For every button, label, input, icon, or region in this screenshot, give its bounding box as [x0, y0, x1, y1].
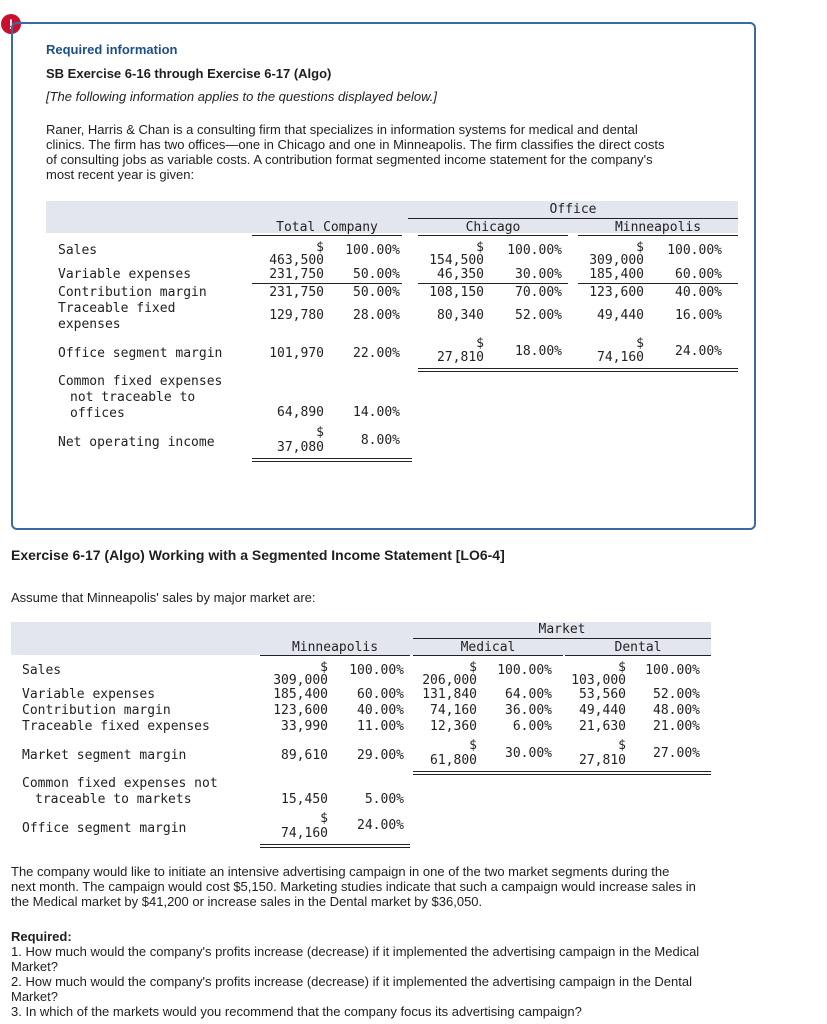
table1-total-company-header: Total Company — [276, 220, 378, 235]
cell-percent: 11.00% — [357, 719, 404, 734]
cell-percent: 36.00% — [505, 703, 552, 718]
cell-percent: 24.00% — [675, 344, 722, 359]
cell-percent: 52.00% — [515, 308, 562, 323]
required-title: Required: — [11, 929, 72, 944]
divider — [413, 655, 563, 656]
row-label-contribution-margin: Contribution margin — [22, 703, 171, 718]
row-label-common-fixed-cont: not traceable to — [70, 390, 196, 405]
cell-amount: 463,500 — [269, 253, 324, 268]
cell-amount: 131,840 — [422, 687, 477, 702]
divider — [418, 283, 568, 284]
cell-amount: 46,350 — [437, 267, 484, 282]
cell-dollar: $ — [316, 425, 324, 440]
cell-percent: 24.00% — [357, 818, 404, 833]
cell-percent: 14.00% — [353, 405, 400, 420]
question-2: 2. How much would the company's profits increase (decrease) if it implemented the advertising campaign in the Dental — [11, 974, 692, 989]
cell-amount: 103,000 — [571, 673, 626, 688]
row-label-common-fixed: Common fixed expenses — [58, 374, 223, 389]
cell-amount: 53,560 — [579, 687, 626, 702]
cell-percent: 64.00% — [505, 687, 552, 702]
cell-amount: 129,780 — [269, 308, 324, 323]
cell-percent: 100.00% — [345, 243, 400, 258]
table1-office-header: Office — [549, 202, 597, 217]
divider — [418, 371, 738, 372]
row-label-variable-expenses: Variable expenses — [58, 267, 192, 282]
cell-dollar: $ — [476, 240, 484, 255]
cell-amount: 12,360 — [430, 719, 477, 734]
cell-dollar: $ — [320, 660, 328, 675]
divider — [260, 844, 410, 845]
cell-amount: 61,800 — [430, 753, 477, 768]
cell-dollar: $ — [469, 660, 477, 675]
cell-percent: 6.00% — [512, 719, 552, 734]
table1-minneapolis-header: Minneapolis — [614, 220, 702, 235]
row-label-market-segment-margin: Market segment margin — [22, 748, 187, 763]
cell-amount: 15,450 — [281, 792, 328, 807]
cell-percent: 50.00% — [353, 285, 400, 300]
cell-percent: 60.00% — [357, 687, 404, 702]
cell-percent: 29.00% — [357, 748, 404, 763]
question-1-cont: Market? — [11, 959, 58, 974]
alert-icon: ! — [1, 14, 21, 34]
cell-amount: 21,630 — [579, 719, 626, 734]
cell-percent: 100.00% — [507, 243, 562, 258]
cell-amount: 49,440 — [597, 308, 644, 323]
row-label-variable-expenses: Variable expenses — [22, 687, 156, 702]
divider — [413, 774, 711, 775]
cell-amount: 27,810 — [579, 753, 626, 768]
row-label-contribution-margin: Contribution margin — [58, 285, 207, 300]
cell-amount: 37,080 — [277, 440, 324, 455]
cell-amount: 108,150 — [429, 285, 484, 300]
cell-percent: 50.00% — [353, 267, 400, 282]
cell-percent: 40.00% — [357, 703, 404, 718]
divider — [252, 283, 402, 284]
exercise-6-17-title: Exercise 6-17 (Algo) Working with a Segmented Income Statement [LO6-4] — [11, 547, 505, 563]
cell-amount: 185,400 — [273, 687, 328, 702]
row-label-office-segment-margin: Office segment margin — [22, 821, 187, 836]
cell-percent: 16.00% — [675, 308, 722, 323]
required-info-heading: Required information — [46, 42, 178, 57]
row-label-traceable-fixed-cont: expenses — [58, 317, 121, 332]
cell-percent: 5.00% — [364, 792, 404, 807]
required-section — [11, 929, 699, 1019]
cell-dollar: $ — [618, 660, 626, 675]
divider — [413, 638, 711, 639]
cell-dollar: $ — [316, 240, 324, 255]
cell-percent: 27.00% — [653, 746, 700, 761]
cell-amount: 80,340 — [437, 308, 484, 323]
cell-percent: 100.00% — [667, 243, 722, 258]
row-label-office-segment-margin: Office segment margin — [58, 346, 223, 361]
cell-amount: 33,990 — [281, 719, 328, 734]
cell-amount: 27,810 — [437, 350, 484, 365]
cell-amount: 74,160 — [597, 350, 644, 365]
divider — [418, 368, 738, 369]
cell-amount: 154,500 — [429, 253, 484, 268]
divider — [252, 235, 402, 236]
cell-percent: 70.00% — [515, 285, 562, 300]
cell-percent: 28.00% — [353, 308, 400, 323]
applies-note: [The following information applies to the questions displayed below.] — [46, 89, 437, 104]
cell-amount: 64,890 — [277, 405, 324, 420]
row-label-common-fixed: Common fixed expenses not — [22, 776, 218, 791]
cell-percent: 18.00% — [515, 344, 562, 359]
row-label-common-fixed-cont2: offices — [70, 406, 125, 421]
cell-dollar: $ — [476, 336, 484, 351]
cell-amount: 49,440 — [579, 703, 626, 718]
cell-percent: 40.00% — [675, 285, 722, 300]
cell-amount: 123,600 — [273, 703, 328, 718]
divider — [578, 235, 738, 236]
cell-amount: 185,400 — [589, 267, 644, 282]
table2-market-header: Market — [538, 622, 586, 637]
cell-dollar: $ — [320, 811, 328, 826]
cell-percent: 30.00% — [505, 746, 552, 761]
divider — [578, 283, 738, 284]
campaign-paragraph: The company would like to initiate an intensive advertising campaign in one of the two market segments during the next month. The campaign would cost $5,150. Marketing studies indicate that such a campaign would increase sales in the Medical market by $41,200 or increase sales in the Dental market by $36,050. — [11, 864, 696, 909]
exercise-range-title: SB Exercise 6-16 through Exercise 6-17 (Algo) — [46, 66, 332, 81]
cell-percent: 21.00% — [653, 719, 700, 734]
cell-amount: 206,000 — [422, 673, 477, 688]
cell-percent: 8.00% — [360, 433, 400, 448]
table2-dental-header: Dental — [614, 640, 662, 655]
cell-amount: 309,000 — [589, 253, 644, 268]
assume-text: Assume that Minneapolis' sales by major market are: — [11, 590, 316, 605]
cell-percent: 100.00% — [349, 663, 404, 678]
cell-dollar: $ — [618, 738, 626, 753]
question-3: 3. In which of the markets would you recommend that the company focus its advertising campaign? — [11, 1004, 582, 1019]
cell-amount: 74,160 — [281, 826, 328, 841]
cell-percent: 60.00% — [675, 267, 722, 282]
row-label-traceable-fixed: Traceable fixed — [58, 301, 176, 316]
cell-amount: 231,750 — [269, 285, 324, 300]
divider — [260, 847, 410, 848]
cell-amount: 231,750 — [269, 267, 324, 282]
row-label-sales: Sales — [22, 663, 62, 678]
divider — [252, 461, 412, 462]
cell-percent: 30.00% — [515, 267, 562, 282]
question-2-cont: Market? — [11, 989, 58, 1004]
row-label-net-operating-income: Net operating income — [58, 435, 215, 450]
divider — [565, 655, 711, 656]
row-label-sales: Sales — [58, 243, 98, 258]
divider — [408, 218, 738, 219]
cell-percent: 22.00% — [353, 346, 400, 361]
cell-percent: 100.00% — [497, 663, 552, 678]
cell-percent: 52.00% — [653, 687, 700, 702]
table1-chicago-header: Chicago — [465, 220, 521, 235]
question-1: 1. How much would the company's profits increase (decrease) if it implemented the advertising campaign in the Medical — [11, 944, 700, 959]
divider — [413, 771, 711, 772]
divider — [252, 458, 412, 459]
cell-percent: 100.00% — [645, 663, 700, 678]
cell-amount: 101,970 — [269, 346, 324, 361]
row-label-traceable-fixed: Traceable fixed expenses — [22, 719, 210, 734]
table2-minneapolis-header: Minneapolis — [291, 640, 379, 655]
cell-amount: 89,610 — [281, 748, 328, 763]
table2-medical-header: Medical — [460, 640, 516, 655]
cell-amount: 123,600 — [589, 285, 644, 300]
cell-dollar: $ — [636, 240, 644, 255]
cell-amount: 309,000 — [273, 673, 328, 688]
cell-dollar: $ — [636, 336, 644, 351]
cell-percent: 48.00% — [653, 703, 700, 718]
divider — [418, 235, 568, 236]
cell-amount: 74,160 — [430, 703, 477, 718]
divider — [260, 655, 410, 656]
row-label-common-fixed-cont: traceable to markets — [35, 792, 192, 807]
cell-dollar: $ — [469, 738, 477, 753]
intro-paragraph: Raner, Harris & Chan is a consulting firm that specializes in information systems for medical and dental clinics. The firm has two offices—one in Chicago and one in Minneapolis. The firm classifies the direct costs of consulting jobs as variable costs. A contribution format segmented income statement for the company's most recent year is given: — [46, 122, 665, 182]
